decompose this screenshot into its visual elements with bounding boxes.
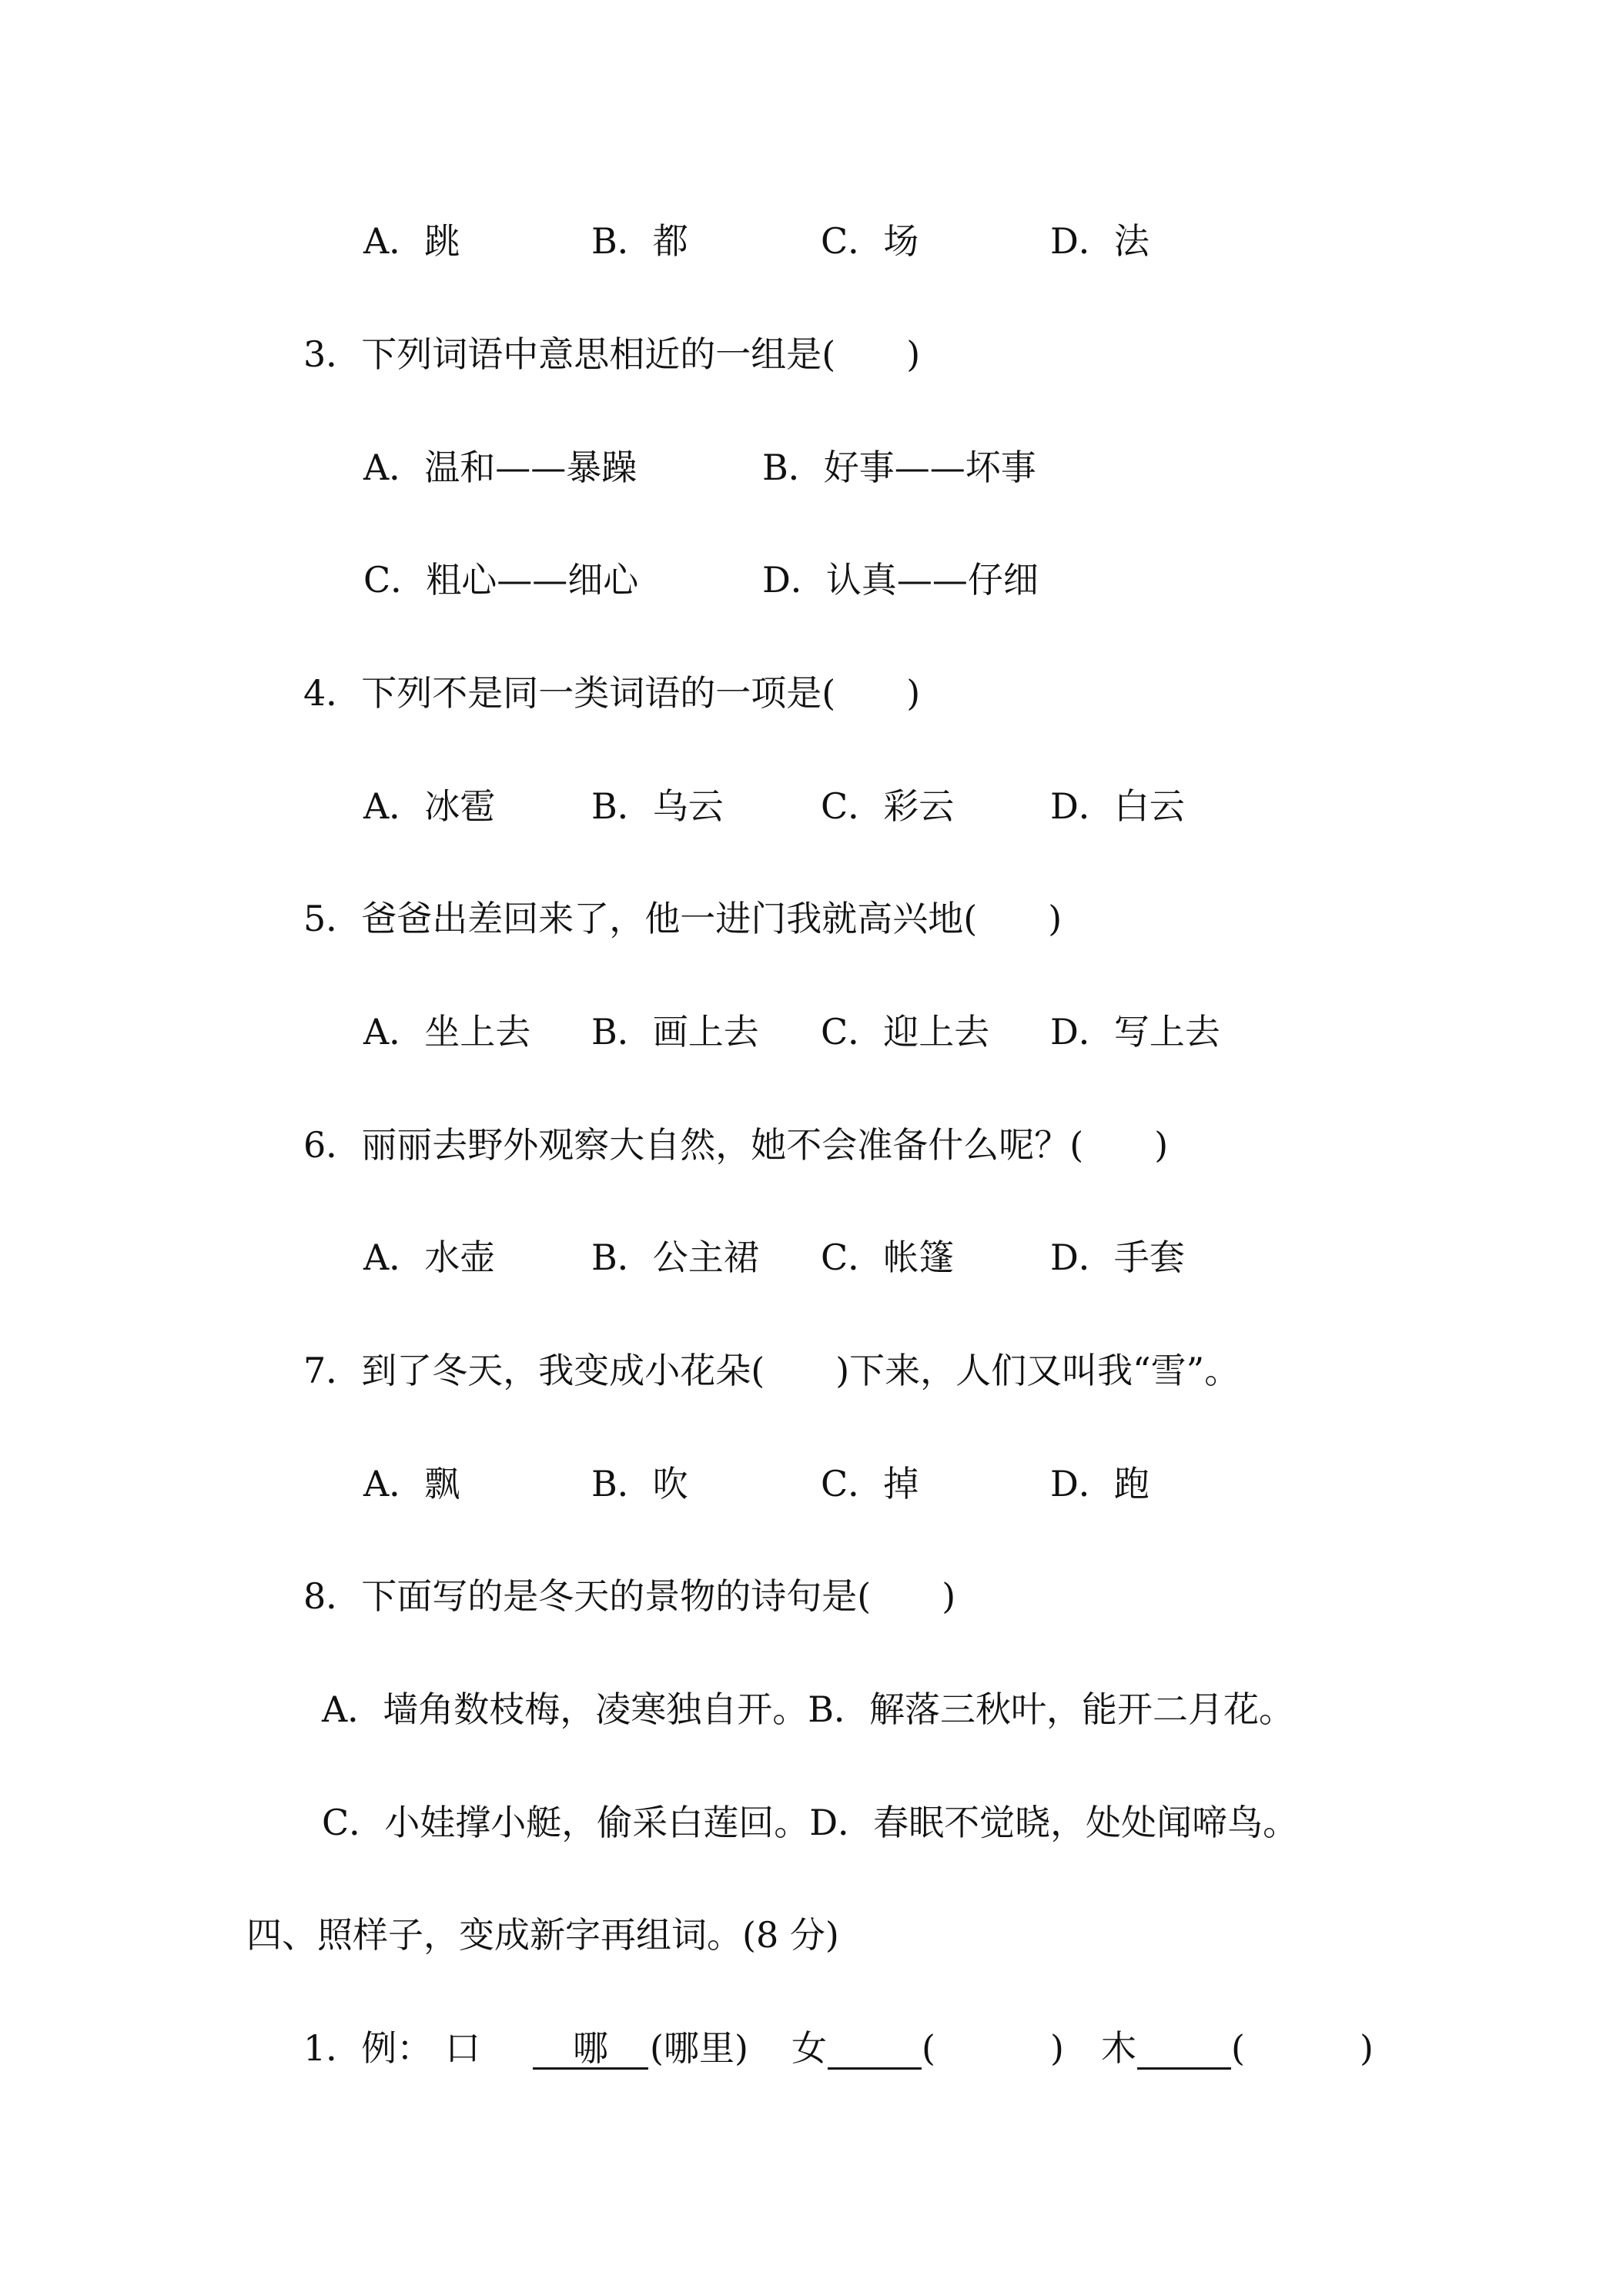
q8-options-row2: C．小娃撑小艇，偷采白莲回。D．春眠不觉晓，处处闻啼鸟。: [322, 1802, 1299, 1843]
q6-option-a: A．水壶: [363, 1237, 496, 1278]
q8-options-row1: A．墙角数枝梅，凌寒独自开。B．解落三秋叶，能开二月花。: [322, 1689, 1295, 1730]
item3-paren-open: (: [1231, 2027, 1245, 2069]
example-radical: 口: [445, 2027, 480, 2069]
q3-option-d: D．认真——仔细: [762, 559, 1039, 601]
q8-stem: 8．下面写的是冬天的景物的诗句是( ): [303, 1575, 956, 1617]
item2-underline[interactable]: [828, 2029, 922, 2070]
example-number: 1．例：: [303, 2027, 433, 2069]
example-word: (哪里): [650, 2027, 748, 2069]
q4-option-a: A．冰雹: [363, 785, 496, 827]
q3-option-c: C．粗心——细心: [363, 559, 639, 601]
q3-stem: 3．下列词语中意思相近的一组是( ): [303, 333, 921, 375]
item3-answer-blank[interactable]: [1137, 2025, 1231, 2071]
q5-option-d: D．写上去: [1050, 1011, 1220, 1053]
q5-option-c: C．迎上去: [821, 1011, 990, 1053]
q7-stem: 7．到了冬天，我变成小花朵( )下来，人们又叫我“雪”。: [303, 1350, 1240, 1391]
item3-radical: 木: [1101, 2027, 1136, 2069]
q5-stem: 5．爸爸出差回来了，他一进门我就高兴地( ): [303, 898, 1062, 939]
q5-option-a: A．坐上去: [363, 1011, 531, 1053]
q6-option-b: B．公主裙: [591, 1237, 759, 1278]
item3-paren-close: ): [1360, 2027, 1374, 2069]
q6-option-d: D．手套: [1050, 1237, 1185, 1278]
item2-paren-close: ): [1050, 2027, 1064, 2069]
q7-option-d: D．跑: [1050, 1463, 1149, 1504]
q3-option-a: A．温和——暴躁: [363, 447, 637, 488]
example-answer-blank: [533, 2025, 648, 2071]
q2-option-a: A．跳: [363, 220, 460, 262]
q6-option-c: C．帐篷: [821, 1237, 955, 1278]
q7-option-a: A．飘: [363, 1463, 460, 1504]
q4-option-d: D．白云: [1050, 785, 1185, 827]
item3-underline[interactable]: [1137, 2029, 1231, 2070]
q7-option-c: C．掉: [821, 1463, 919, 1504]
q3-option-b: B．好事——坏事: [762, 447, 1036, 488]
q4-option-b: B．乌云: [591, 785, 724, 827]
q6-stem: 6．丽丽去野外观察大自然，她不会准备什么呢？( ): [303, 1124, 1169, 1166]
item2-answer-blank[interactable]: [828, 2025, 922, 2071]
item2-radical: 女: [791, 2027, 827, 2069]
q2-option-c: C．场: [821, 220, 919, 262]
q2-option-b: B．都: [591, 220, 688, 262]
q4-stem: 4．下列不是同一类词语的一项是( ): [303, 672, 921, 714]
section4-title: 四、照样子，变成新字再组词。(8 分): [246, 1914, 839, 1956]
q4-option-c: C．彩云: [821, 785, 955, 827]
q5-option-b: B．画上去: [591, 1011, 759, 1053]
q7-option-b: B．吹: [591, 1463, 688, 1504]
q2-option-d: D．法: [1050, 220, 1149, 262]
item2-paren-open: (: [922, 2027, 935, 2069]
example-answer: 哪: [533, 2029, 648, 2070]
